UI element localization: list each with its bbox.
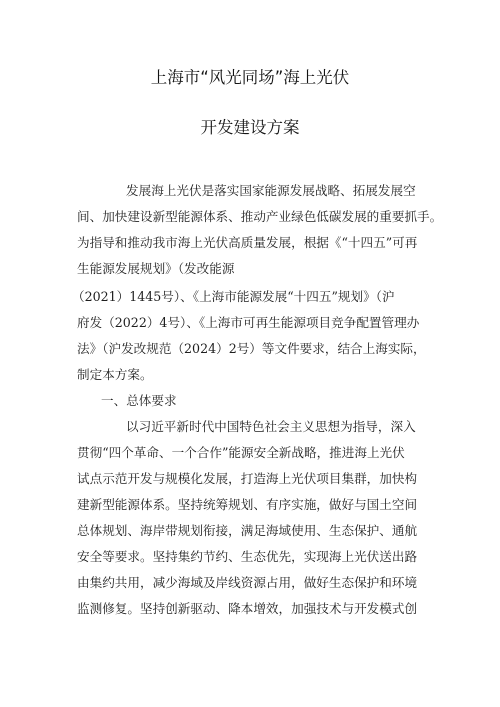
- section-1-line-3: 试点示范开发与规模化发展，打造海上光伏项目集群，加快构: [77, 471, 418, 486]
- intro-line-6: 府发（2022）4号）、《上海市可再生能源项目竞争配置管理办: [77, 315, 420, 330]
- intro-line-7: 法》（沪发改规范（2024）2号）等文件要求，结合上海实际，: [77, 341, 426, 356]
- section-1-line-5: 总体规划、海岸带规划衔接，满足海域使用、生态保护、通航: [77, 523, 418, 538]
- section-1-line-8: 监测修复。坚持创新驱动、降本增效，加强技术与开发模式创: [77, 601, 418, 616]
- section-1-heading: 一、总体要求: [101, 393, 177, 408]
- document-title-line-1: 上海市“风光同场”海上光伏: [150, 68, 350, 87]
- intro-line-3: 为指导和推动我市海上光伏高质量发展，根据《“十四五”可再: [77, 235, 418, 250]
- intro-line-5: （2021）1445号）、《上海市能源发展“十四五”规划》（沪: [72, 289, 395, 304]
- section-1-line-1: 以习近平新时代中国特色社会主义思想为指导，深入: [126, 419, 416, 434]
- document-title-line-2: 开发建设方案: [200, 118, 300, 137]
- section-1-line-6: 安全等要求。坚持集约节约、生态优先，实现海上光伏送出路: [77, 549, 418, 564]
- section-1-line-2: 贯彻“四个革命、一个合作”能源安全新战略，推进海上光伏: [77, 445, 405, 460]
- intro-line-4: 生能源发展规划》（发改能源: [77, 261, 235, 276]
- section-1-line-4: 建新型能源体系。坚持统筹规划、有序实施，做好与国土空间: [77, 497, 418, 512]
- intro-line-2: 间、加快建设新型能源体系、推动产业绿色低碳发展的重要抓手。: [77, 209, 443, 224]
- intro-line-1: 发展海上光伏是落实国家能源发展战略、拓展发展空: [126, 183, 416, 198]
- intro-line-8: 制定本方案。: [77, 367, 153, 382]
- section-1-line-7: 由集约共用，减少海域及岸线资源占用，做好生态保护和环境: [77, 575, 418, 590]
